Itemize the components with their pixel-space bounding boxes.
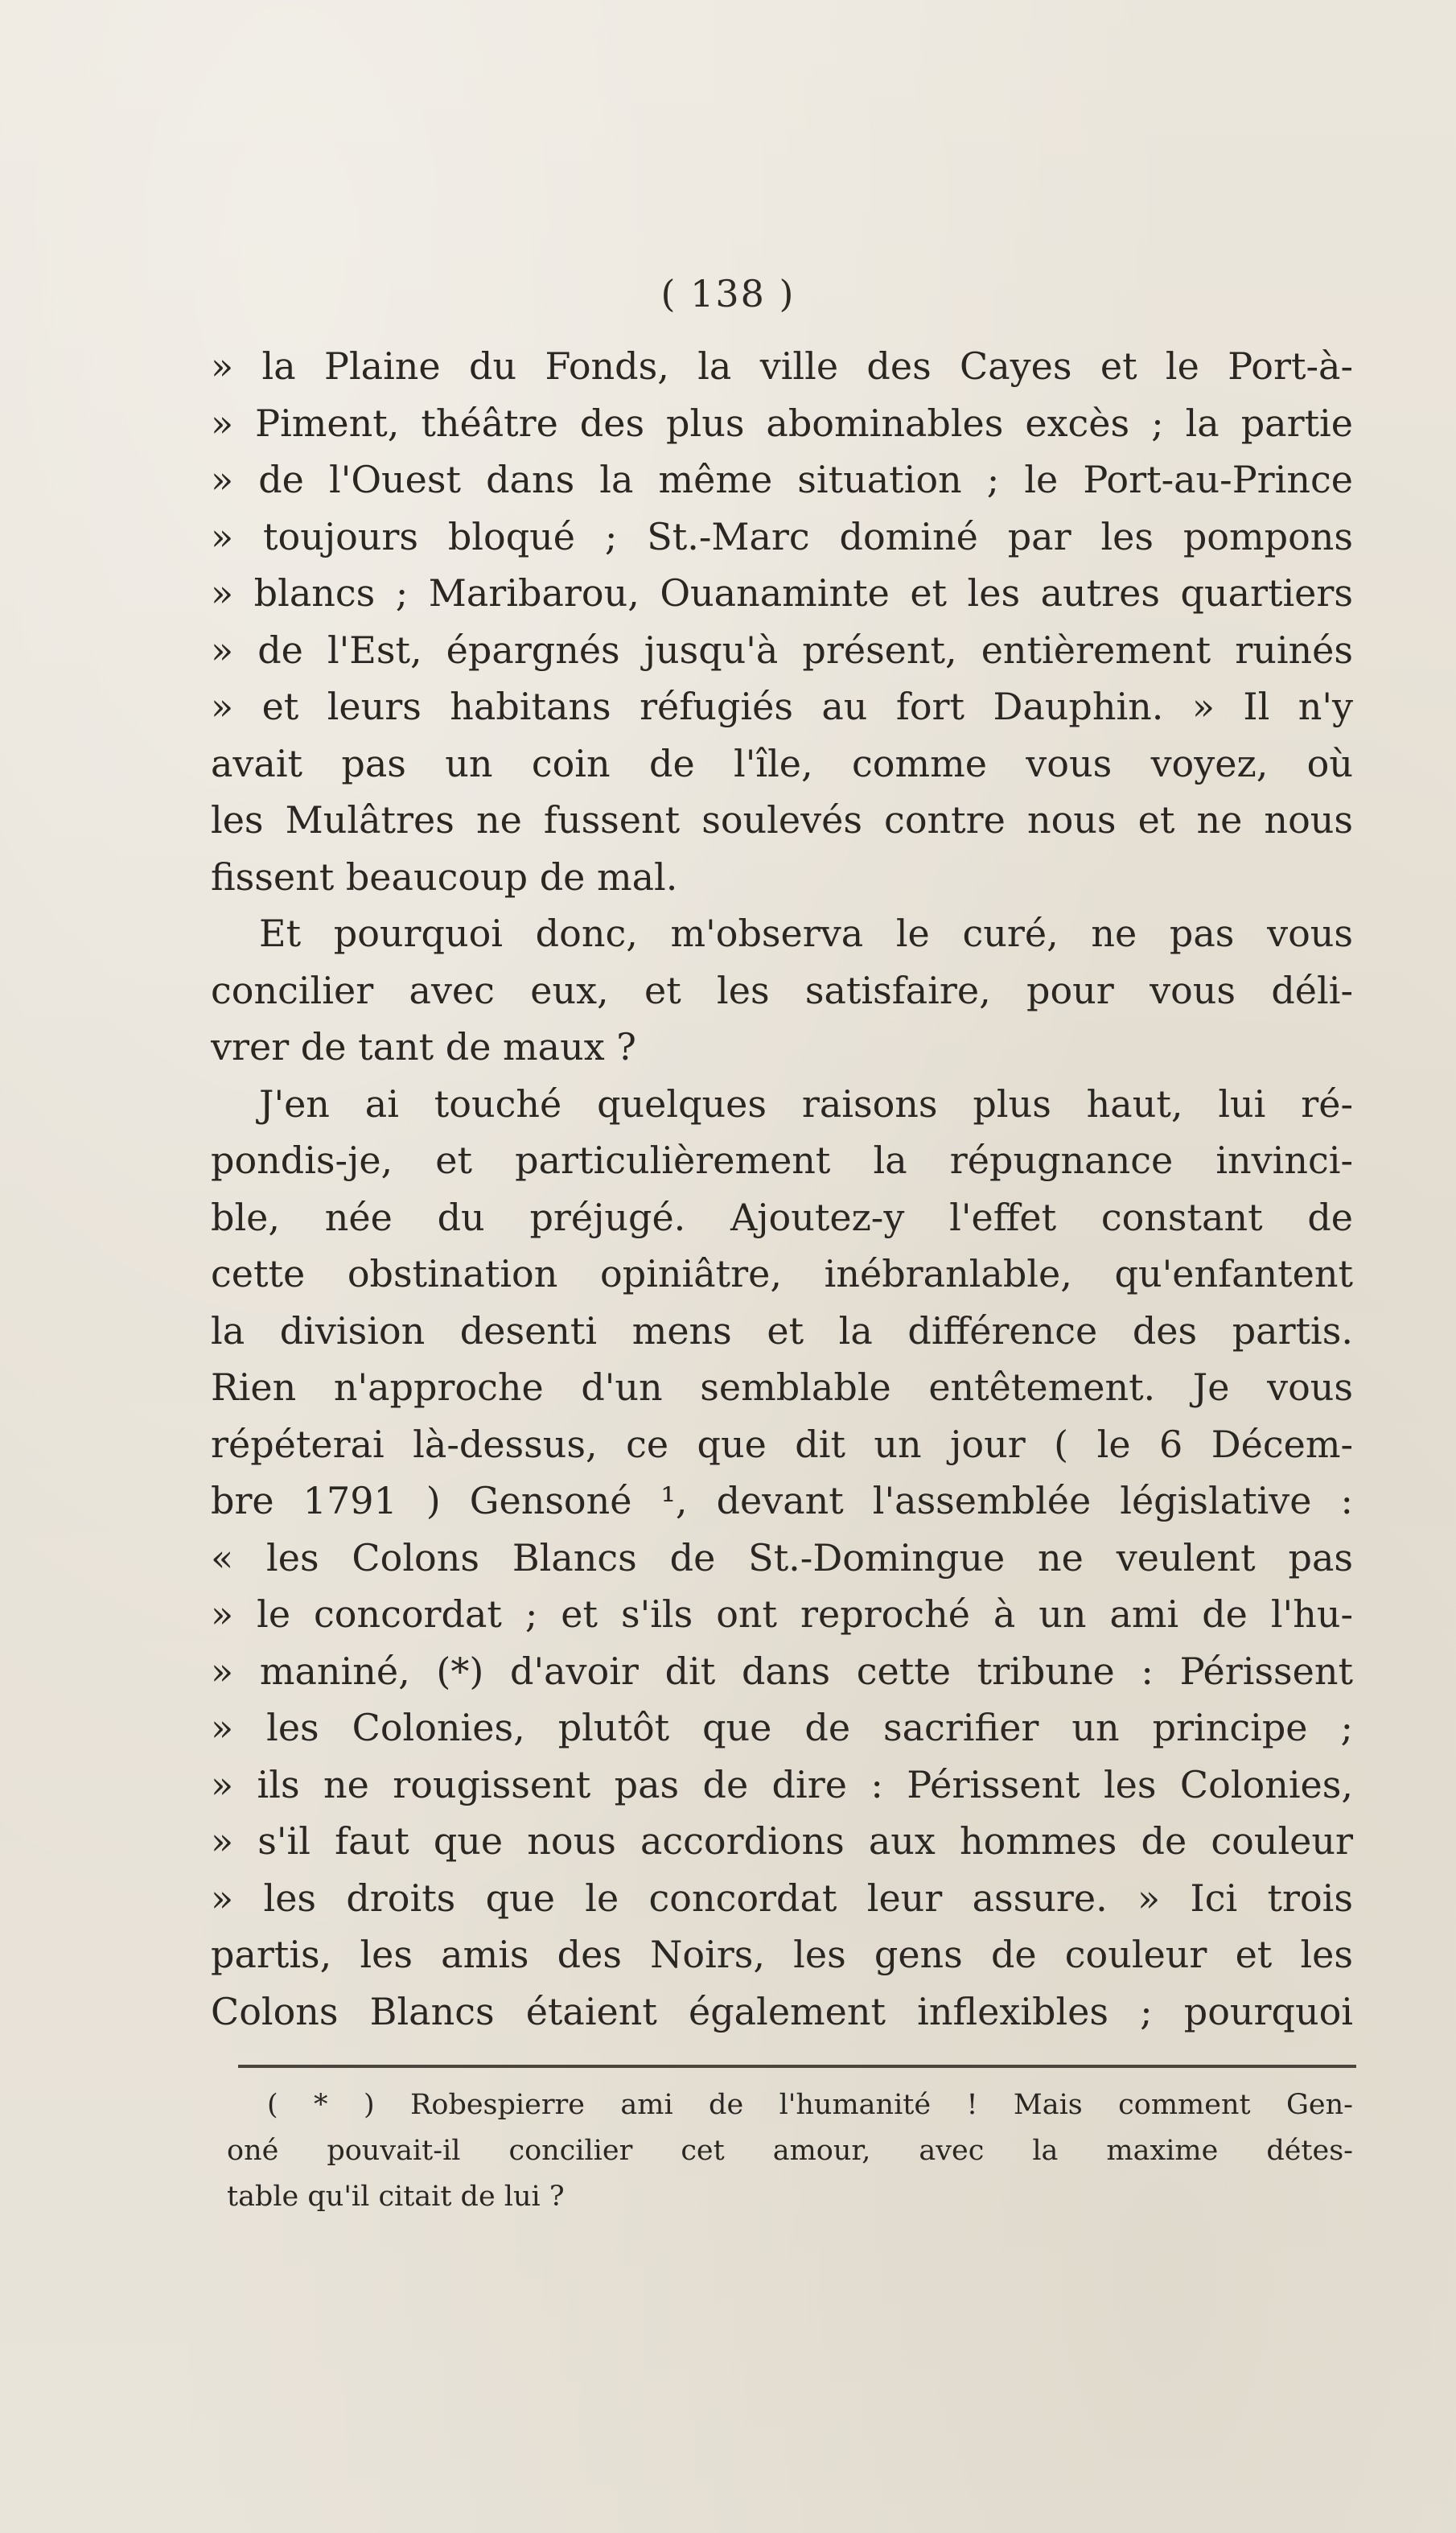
footnote — [227, 2082, 1353, 2220]
text-line: Et pourquoi donc, m'observa le curé, ne pas vous — [259, 912, 1353, 955]
text-line: » la Plaine du Fonds, la ville des Cayes et le Port-à- — [211, 344, 1353, 388]
text-line: » maniné, (*) d'avoir dit dans cette tribune : Périssent — [211, 1649, 1353, 1693]
text-line: J'en ai touché quelques raisons plus haut, lui ré- — [259, 1081, 1353, 1126]
footnote-line: ( * ) Robespierre ami de l'humanité ! Mais comment Gen- — [267, 2089, 1353, 2121]
text-line: » et leurs habitans réfugiés au fort Dauphin. » Il n'y — [211, 685, 1353, 728]
text-line: » les Colonies, plutôt que de sacrifier un principe ; — [211, 1706, 1353, 1749]
footnote-divider — [238, 2065, 1356, 2068]
text-line: partis, les amis des Noirs, les gens de couleur et les — [211, 1933, 1353, 1976]
text-line: » blancs ; Maribarou, Ouanaminte et les autres quartiers — [211, 571, 1353, 615]
text-line: avait pas un coin de l'île, comme vous voyez, où — [211, 741, 1353, 785]
text-line: bre 1791 ) Gensoné ¹, devant l'assemblée législative : — [211, 1479, 1353, 1522]
text-line: cette obstination opiniâtre, inébranlable, qu'enfantent — [211, 1252, 1353, 1295]
text-line: les Mulâtres ne fussent soulevés contre nous et ne nous — [211, 798, 1353, 842]
body-text — [211, 338, 1353, 2040]
footnote-line: table qu'il citait de lui ? — [227, 2181, 565, 2213]
footnote-line: oné pouvait-il concilier cet amour, avec la maxime détes- — [227, 2135, 1353, 2167]
text-line: fissent beaucoup de mal. — [211, 855, 678, 899]
text-line: la division desenti mens et la différence des partis. — [211, 1308, 1353, 1353]
text-line: » le concordat ; et s'ils ont reproché à un ami de l'hu- — [211, 1592, 1353, 1636]
text-line: vrer de tant de maux ? — [211, 1025, 636, 1069]
text-line: pondis-je, et particulièrement la répugnance invinci- — [211, 1139, 1353, 1182]
text-line: concilier avec eux, et les satisfaire, pour vous déli- — [211, 968, 1353, 1012]
text-line: » s'il faut que nous accordions aux hommes de couleur — [211, 1819, 1353, 1863]
text-line: » ils ne rougissent pas de dire : Périssent les Colonies, — [211, 1762, 1353, 1806]
text-line: Rien n'approche d'un semblable entêtement. Je vous — [211, 1365, 1353, 1409]
text-line: » les droits que le concordat leur assure. » Ici trois — [211, 1876, 1353, 1920]
page-number: ( 138 ) — [660, 272, 796, 315]
text-line: » toujours bloqué ; St.-Marc dominé par les pompons — [211, 514, 1353, 558]
text-line: » de l'Est, épargnés jusqu'à présent, entièrement ruinés — [211, 628, 1353, 672]
text-line: Colons Blancs étaient également inflexibles ; pourquoi — [211, 1989, 1353, 2033]
text-line: « les Colons Blancs de St.-Domingue ne veulent pas — [211, 1535, 1353, 1580]
text-line: » Piment, théâtre des plus abominables excès ; la partie — [211, 401, 1353, 445]
text-line: » de l'Ouest dans la même situation ; le Port-au-Prince — [211, 458, 1353, 501]
text-line: répéterai là-dessus, ce que dit un jour ( le 6 Décem- — [211, 1422, 1353, 1466]
text-line: ble, née du préjugé. Ajoutez-y l'effet constant de — [211, 1195, 1353, 1239]
